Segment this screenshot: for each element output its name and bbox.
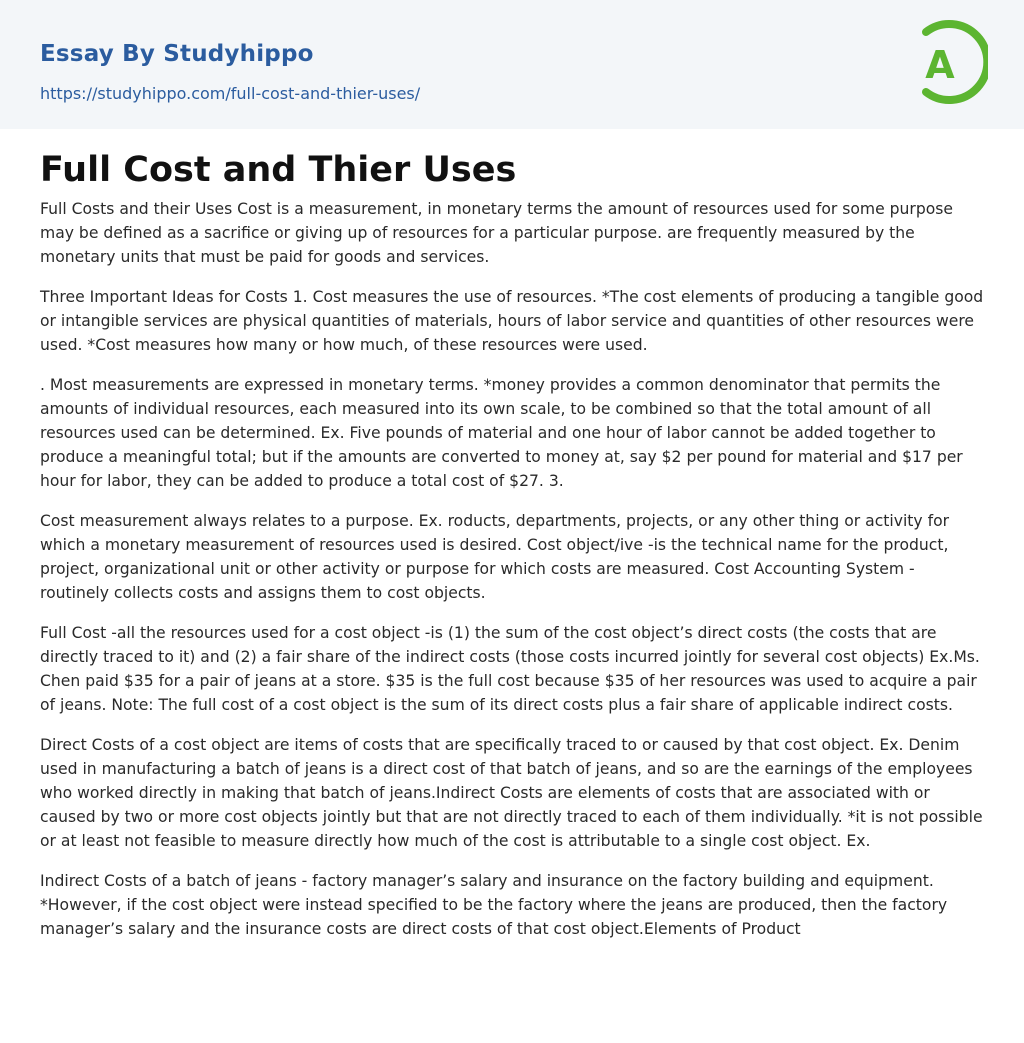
studyhippo-logo-icon[interactable] bbox=[912, 18, 988, 106]
source-url-link[interactable]: https://studyhippo.com/full-cost-and-thier-uses/ bbox=[40, 84, 421, 103]
paragraph: Full Cost -all the resources used for a cost object -is (1) the sum of the cost object’s direct costs (the costs that are directly traced to it) and (2) a fair share of the indirect costs (those costs incurred jointly for several cost objects) Ex.Ms. Chen paid $35 for a pair of jeans at a store. $35 is the full cost because $35 of her resources was used to acquire a pair of jeans. Note: The full cost of a cost object is the sum of its direct costs plus a fair share of applicable indirect costs. bbox=[40, 624, 980, 714]
article bbox=[0, 129, 1024, 941]
paragraph: Indirect Costs of a batch of jeans - factory manager’s salary and insurance on the factory building and equipment. *However, if the cost object were instead specified to be the factory where the jeans are produced, then the factory manager’s salary and the insurance costs are direct costs of that cost object.Elements of Product bbox=[40, 872, 948, 938]
paragraph: . Most measurements are expressed in monetary terms. *money provides a common denominator that permits the amounts of individual resources, each measured into its own scale, to be combined so that the total amount of all resources used can be determined. Ex. Five pounds of material and one hour of labor cannot be added together to produce a meaningful total; but if the amounts are converted to money at, say $2 per pound for material and $17 per hour for labor, they can be added to produce a total cost of $27. 3. bbox=[40, 376, 963, 490]
paragraph: Cost measurement always relates to a purpose. Ex. roducts, departments, projects, or any other thing or activity for which a monetary measurement of resources used is desired. Cost object/ive -is the technical name for the product, project, organizational unit or other activity or purpose for which costs are measured. Cost Accounting System - routinely collects costs and assigns them to cost objects. bbox=[40, 512, 950, 602]
paragraph: Full Costs and their Uses Cost is a measurement, in monetary terms the amount of resources used for some purpose may be defined as a sacrifice or giving up of resources for a particular purpose. are frequently measured by the monetary units that must be paid for goods and services. bbox=[40, 200, 953, 266]
page-title: Full Cost and Thier Uses bbox=[40, 150, 517, 190]
paragraph: Three Important Ideas for Costs 1. Cost measures the use of resources. *The cost elements of producing a tangible good or intangible services are physical quantities of materials, hours of labor service and quantities of other resources were used. *Cost measures how many or how much, of these resources were used. bbox=[40, 288, 984, 354]
brand-title[interactable]: Essay By Studyhippo bbox=[40, 41, 314, 67]
logo-letter: A bbox=[925, 43, 955, 87]
site-header bbox=[0, 0, 1024, 129]
paragraph: Direct Costs of a cost object are items of costs that are specifically traced to or caused by that cost object. Ex. Denim used in manufacturing a batch of jeans is a direct cost of that batch of jeans, and so are the earnings of the employees who worked directly in making that batch of jeans.Indirect Costs are elements of costs that are associated with or caused by two or more cost objects jointly but that are not directly traced to each of them individually. *it is not possible or at least not feasible to measure directly how much of the cost is attributable to a single cost object. Ex. bbox=[40, 736, 983, 850]
